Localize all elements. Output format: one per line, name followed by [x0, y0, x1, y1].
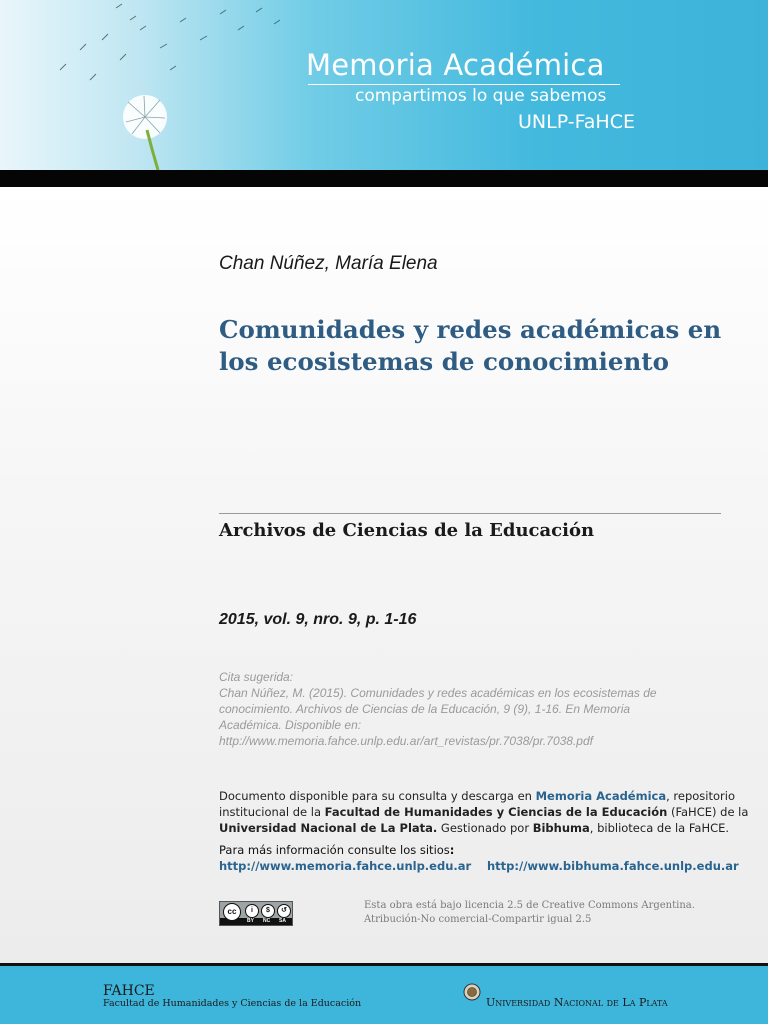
university-name: Universidad Nacional de La Plata.	[219, 821, 438, 835]
volume-info: 2015, vol. 9, nro. 9, p. 1-16	[219, 611, 417, 628]
citation-line: Chan Núñez, M. (2015). Comunidades y redes académicas en los ecosistemas de	[219, 686, 657, 700]
faculty-name: Facultad de Humanidades y Ciencias de la Educación	[324, 805, 668, 819]
badge-sa-label: SA	[279, 918, 286, 924]
availability-line	[219, 788, 739, 804]
citation-line: conocimiento. Archivos de Ciencias de la Educación, 9 (9), 1-16. En Memoria	[219, 702, 631, 716]
text: Documento disponible para su consulta y descarga en	[219, 789, 536, 803]
availability-line	[219, 820, 739, 836]
journal-name: Archivos de Ciencias de la Educación	[219, 520, 595, 541]
document-title: Comunidades y redes académicas en los ecosistemas de conocimiento	[219, 315, 722, 376]
text: , repositorio	[666, 789, 735, 803]
memoria-site-link[interactable]: http://www.memoria.fahce.unlp.edu.ar	[219, 859, 472, 873]
sharealike-icon: ↺	[277, 904, 291, 918]
license-line: Atribución-No comercial-Compartir igual 2.5	[364, 914, 592, 925]
text: institucional de la	[219, 805, 325, 819]
license-line: Esta obra está bajo licencia 2.5 de Creative Commons Argentina.	[364, 900, 695, 911]
text: Para más información consulte los sitios	[219, 843, 450, 857]
fahce-full-name: Facultad de Humanidades y Ciencias de la Educación	[103, 998, 362, 1009]
memoria-academica-link[interactable]: Memoria Académica	[535, 789, 667, 803]
more-info-label	[219, 843, 454, 857]
text: (FaHCE) de la	[667, 805, 749, 819]
text: , biblioteca de la FaHCE.	[589, 821, 730, 835]
badge-by-label: BY	[247, 918, 254, 924]
citation-line: Cita sugerida:	[219, 670, 294, 684]
citation-line: Académica. Disponible en:	[219, 718, 362, 732]
badge-nc-label: NC	[263, 918, 271, 924]
bibhuma-name: Bibhuma	[532, 821, 590, 835]
text: Gestionado por	[437, 821, 533, 835]
brand-tagline: compartimos lo que sabemos	[355, 86, 607, 106]
citation-url[interactable]: http://www.memoria.fahce.unlp.edu.ar/art_revistas/pr.7038/pr.7038.pdf	[219, 734, 593, 748]
header-divider-bar	[0, 170, 768, 187]
author-name: Chan Núñez, María Elena	[219, 253, 438, 274]
text: :	[449, 843, 455, 857]
brand-title: Memoria Académica	[306, 48, 605, 82]
attribution-icon: i	[245, 904, 259, 918]
dandelion-icon	[20, 0, 320, 170]
noncommercial-icon: $	[261, 904, 275, 918]
journal-divider	[219, 513, 721, 514]
availability-notice	[219, 788, 749, 836]
unlp-name: Universidad Nacional de La Plata	[486, 996, 668, 1009]
brand-subtitle: UNLP-FaHCE	[518, 111, 635, 133]
cc-icon: cc	[223, 903, 241, 921]
header-banner	[0, 0, 768, 170]
fahce-logo-text: FAHCE	[103, 983, 155, 999]
suggested-citation	[219, 669, 719, 749]
license-text	[364, 899, 695, 927]
availability-line	[219, 804, 749, 820]
bibhuma-site-link[interactable]: http://www.bibhuma.fahce.unlp.edu.ar	[487, 859, 739, 873]
creative-commons-badge[interactable]	[219, 901, 293, 926]
unlp-seal-icon	[463, 983, 481, 1001]
brand-divider	[308, 84, 620, 85]
